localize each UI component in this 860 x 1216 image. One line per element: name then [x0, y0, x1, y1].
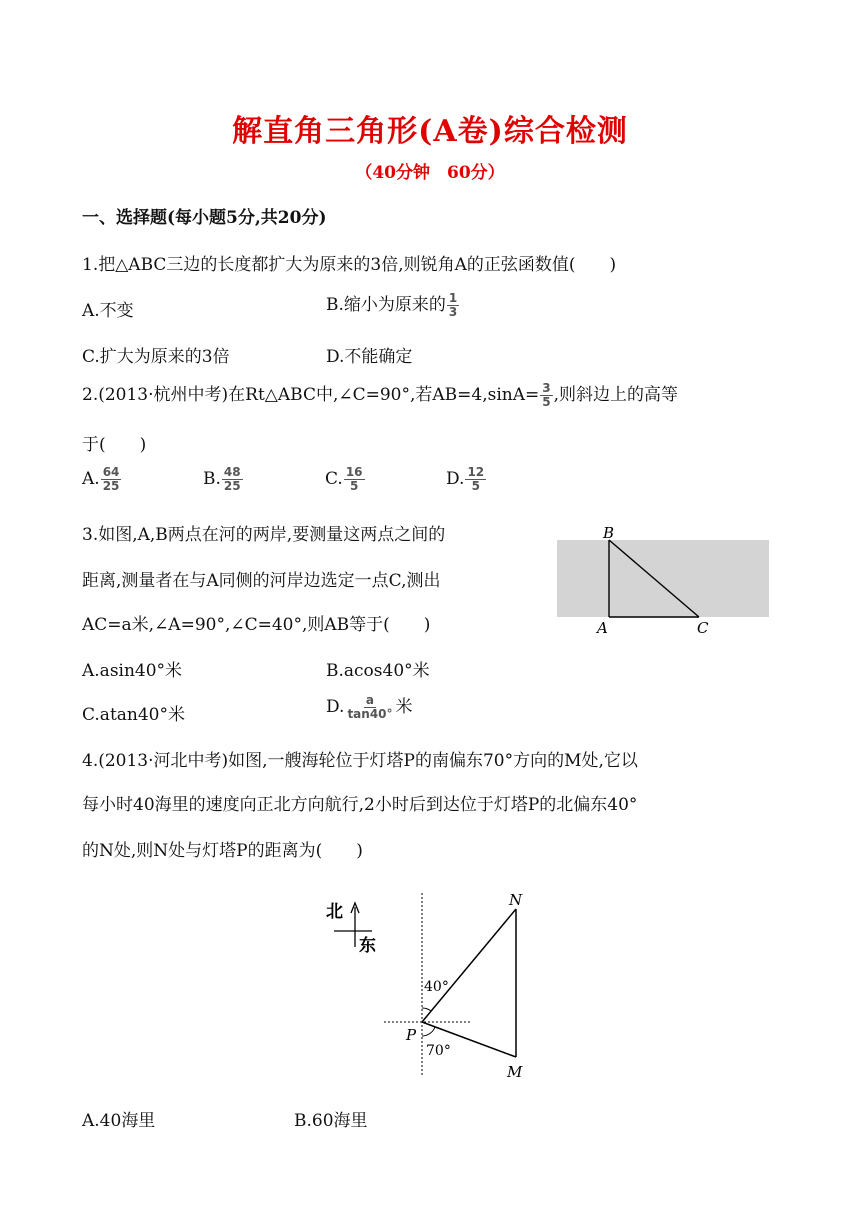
- q4-option-b: B.60海里: [294, 1111, 368, 1131]
- q3-option-c: C.atan40°米: [82, 705, 185, 725]
- option-fraction: [345, 694, 394, 721]
- q2-stem: [82, 380, 678, 409]
- option-fraction: [465, 466, 486, 493]
- q1-stem: 1.把△ABC三边的长度都扩大为原来的3倍,则锐角A的正弦函数值( ): [82, 255, 617, 275]
- option-label: D.: [446, 469, 465, 489]
- east-label: 东: [359, 936, 376, 956]
- page-title: 解直角三角形(A卷)综合检测: [232, 114, 628, 149]
- fraction-denominator: 5: [349, 479, 359, 493]
- angle-40-label: 40°: [424, 979, 449, 995]
- q4-line1: 4.(2013·河北中考)如图,一艘海轮位于灯塔P的南偏东70°方向的M处,它以: [82, 751, 638, 771]
- q2-option-c: [325, 466, 366, 493]
- section-heading: 一、选择题(每小题5分,共20分): [82, 208, 327, 228]
- q3-line2: 距离,测量者在与A同侧的河岸边选定一点C,测出: [82, 571, 441, 591]
- point-p-label: P: [406, 1026, 417, 1044]
- q1-option-b-text: B.缩小为原来的: [326, 295, 446, 315]
- q4-line3: 的N处,则N处与灯塔P的距离为( ): [82, 841, 363, 861]
- angle-70-label: 70°: [426, 1043, 451, 1059]
- point-n-label: N: [509, 891, 523, 909]
- q1-option-d: D.不能确定: [326, 347, 413, 367]
- option-fraction: [101, 466, 122, 493]
- q4-option-a: A.40海里: [82, 1111, 156, 1131]
- q2-option-d: [446, 466, 487, 493]
- fraction-numerator: 48: [223, 465, 241, 479]
- q1-option-c: C.扩大为原来的3倍: [82, 347, 230, 367]
- fraction-denominator: 5: [471, 479, 480, 493]
- q3-option-b: B.acos40°米: [326, 661, 430, 681]
- angle-40-arc: [422, 1008, 431, 1011]
- q2-stem-pre: 2.(2013·杭州中考)在Rt△ABC中,∠C=90°,若AB=4,sinA=: [82, 385, 540, 405]
- river-band: [557, 540, 769, 617]
- q1-option-b: [326, 290, 460, 319]
- lighthouse-figure: [320, 885, 550, 1085]
- q3-option-d: [326, 692, 413, 721]
- fraction-numerator: 64: [102, 465, 120, 479]
- segment-pn: [422, 909, 516, 1022]
- fraction-denominator: 25: [223, 479, 241, 493]
- fraction-numerator: 12: [467, 465, 485, 479]
- fraction-numerator: 1: [448, 291, 458, 305]
- fraction-numerator: a: [365, 693, 375, 707]
- fraction-denominator: 5: [542, 395, 551, 409]
- fraction-numerator: 16: [345, 465, 363, 479]
- page-subtitle: （40分钟 60分）: [355, 163, 505, 183]
- q3-line3: AC=a米,∠A=90°,∠C=40°,则AB等于( ): [82, 615, 431, 635]
- q1-option-b-fraction: [447, 292, 459, 319]
- point-c-label: C: [697, 619, 709, 637]
- point-b-label: B: [603, 524, 615, 542]
- fraction-denominator: tan40°: [347, 707, 393, 721]
- q2-option-b: [203, 466, 244, 493]
- q2-stem-post: ,则斜边上的高等: [553, 385, 679, 405]
- q3-line1: 3.如图,A,B两点在河的两岸,要测量这两点之间的: [82, 525, 446, 545]
- point-a-label: A: [597, 619, 608, 637]
- angle-70-arc: [422, 1027, 435, 1036]
- north-label: 北: [326, 902, 343, 922]
- option-unit: 米: [395, 697, 413, 717]
- option-label: B.: [203, 469, 221, 489]
- river-figure: [555, 520, 773, 642]
- option-label: C.: [325, 469, 343, 489]
- option-label: A.: [82, 469, 100, 489]
- q4-line2: 每小时40海里的速度向正北方向航行,2小时后到达位于灯塔P的北偏东40°: [82, 795, 638, 815]
- q2-option-a: [82, 466, 122, 493]
- q2-stem-line2: 于( ): [82, 435, 147, 455]
- option-label: D.: [326, 697, 345, 717]
- option-fraction: [222, 466, 243, 493]
- q2-sin-fraction: [540, 382, 552, 409]
- point-m-label: M: [507, 1063, 523, 1081]
- q1-option-a: A.不变: [82, 301, 134, 321]
- fraction-denominator: 3: [448, 305, 458, 319]
- option-fraction: [344, 466, 365, 493]
- q3-option-a: A.asin40°米: [82, 661, 183, 681]
- fraction-denominator: 25: [102, 479, 120, 493]
- fraction-numerator: 3: [542, 381, 551, 395]
